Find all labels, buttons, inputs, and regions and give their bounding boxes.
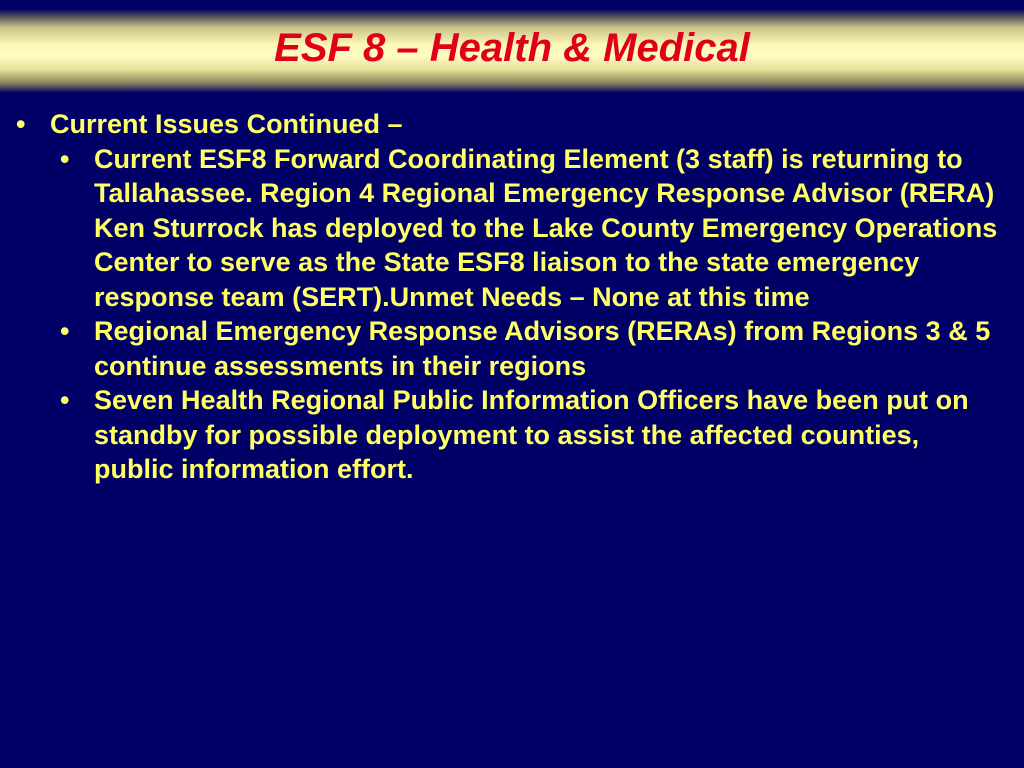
bullet-dot: • (60, 385, 70, 415)
bullet-item (0, 142, 1024, 315)
bullet-item (0, 314, 1024, 383)
slide-title: ESF 8 – Health & Medical (274, 26, 750, 70)
bullet-level1 (0, 107, 1024, 142)
bullet-text: Seven Health Regional Public Information Officers have been put on standby for possible deployment to assist the affected counties, public information effort. (94, 385, 969, 484)
bullet-dot: • (60, 316, 70, 346)
bullet-text: Current ESF8 Forward Coordinating Element (3 staff) is returning to Tallahassee. Region 4 Regional Emergency Response Advisor (RERA) Ken Sturrock has deployed to the Lake County Emergency Operations Center to serve as the State ESF8 liaison to the state emergency response team (SERT).Unmet Needs – None at this time (94, 143, 998, 312)
bullet-item (0, 383, 1024, 487)
section-heading: Current Issues Continued – (50, 109, 403, 139)
bullet-text: Regional Emergency Response Advisors (RERAs) from Regions 3 & 5 continue assessments in their regions (94, 316, 991, 381)
bullet-dot: • (60, 143, 70, 174)
bullet-dot: • (16, 109, 26, 139)
slide-body (0, 107, 1024, 487)
